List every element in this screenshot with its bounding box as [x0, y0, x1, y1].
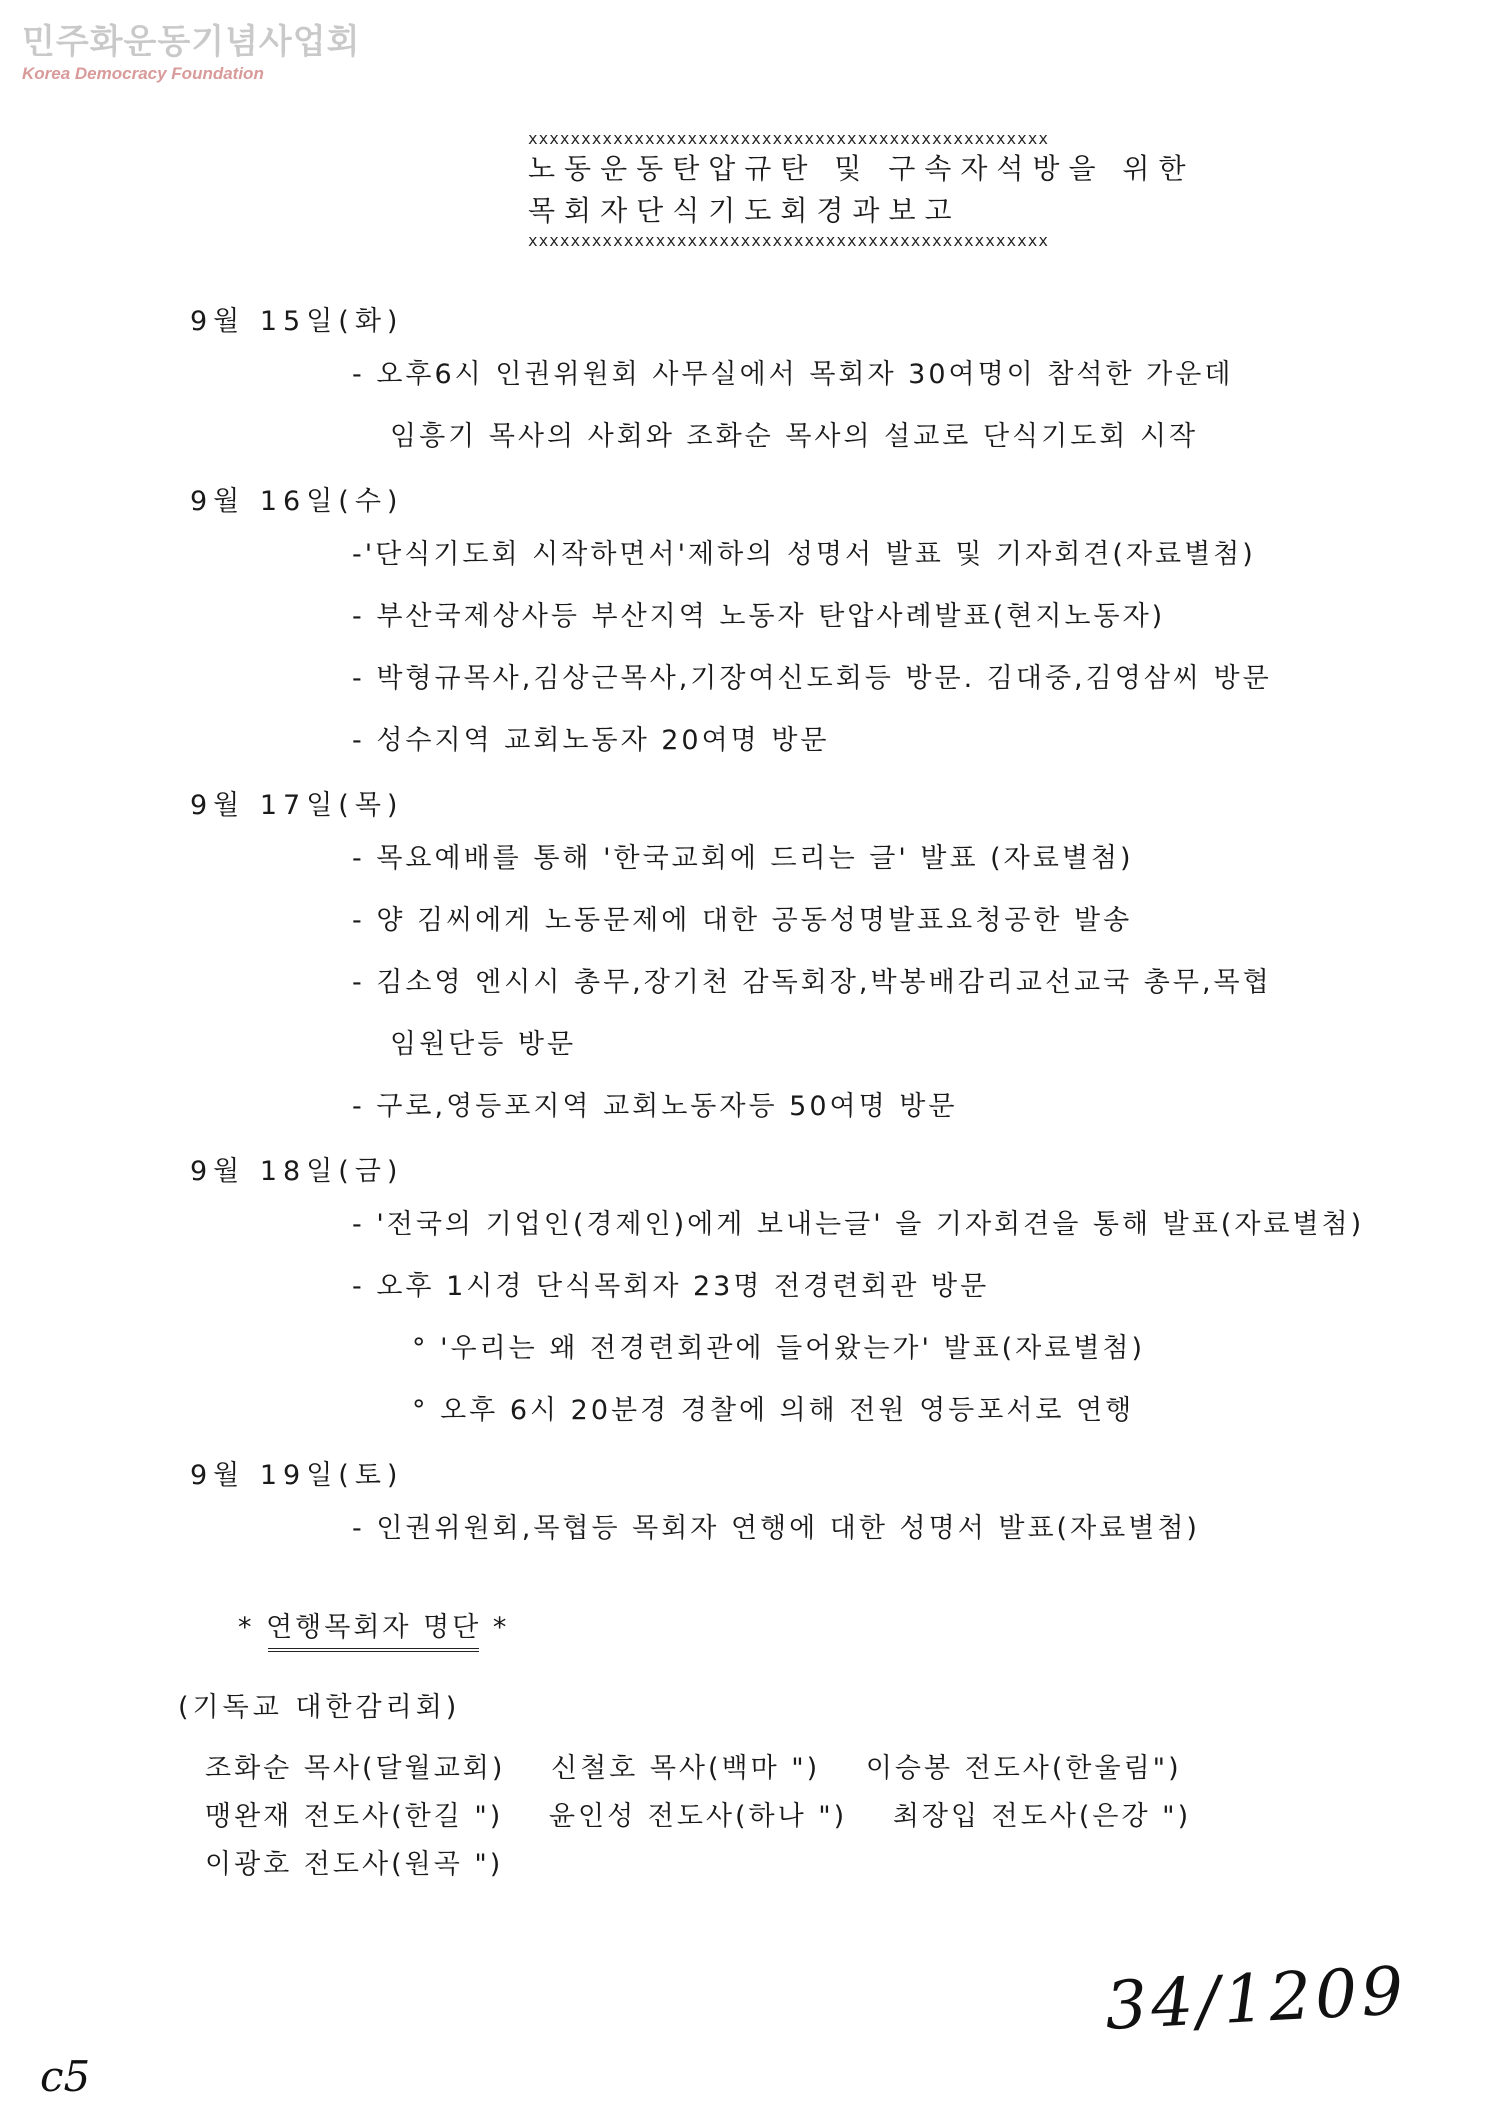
report-item: - 박형규목사,김상근목사,기장여신도회등 방문. 김대중,김영삼씨 방문: [352, 663, 1272, 694]
roster-name: 신철호 목사(백마 "): [550, 1753, 821, 1784]
report-item-continuation: 임흥기 목사의 사회와 조화순 목사의 설교로 단식기도회 시작: [390, 421, 1199, 452]
report-item: - 부산국제상사등 부산지역 노동자 탄압사례발표(현지노동자): [352, 601, 1166, 632]
archive-number-handwritten: 34/1209: [1103, 1952, 1409, 2045]
day-date: 9월 18일(금): [190, 1156, 404, 1187]
document-title-block: [528, 130, 1195, 250]
day-date: 9월 17일(목): [190, 790, 404, 821]
report-item-continuation: 임원단등 방문: [390, 1029, 577, 1060]
title-border-bottom: xxxxxxxxxxxxxxxxxxxxxxxxxxxxxxxxxxxxxxxxxxxxxxxxx: [528, 232, 1050, 250]
roster-name: 윤인성 전도사(하나 "): [548, 1801, 848, 1832]
report-item: - 인권위원회,목협등 목회자 연행에 대한 성명서 발표(자료별첨): [352, 1513, 1200, 1544]
day-heading: [190, 1150, 1485, 1194]
roster-names: [205, 1745, 1225, 1889]
roster-name: 이광호 전도사(원곡 "): [205, 1849, 504, 1880]
day-heading: [190, 784, 1485, 828]
report-item: - '전국의 기업인(경제인)에게 보내는글' 을 기자회견을 통해 발표(자료별첨): [352, 1209, 1365, 1240]
watermark: [22, 22, 360, 84]
roster-heading: [238, 1605, 509, 1644]
roster-name: 이승봉 전도사(한울림"): [865, 1753, 1182, 1784]
watermark-korean: 민주화운동기념사업회: [22, 22, 361, 62]
roster-heading-text: * 연행목회자 명단 *: [238, 1612, 510, 1643]
report-item: - 성수지역 교회노동자 20여명 방문: [352, 725, 830, 756]
day-heading: [190, 1454, 1485, 1498]
title-line-1: 노동운동탄압규탄 및 구속자석방을 위한: [528, 152, 1195, 185]
day-date: 9월 15일(화): [190, 306, 404, 337]
day-date: 9월 16일(수): [190, 486, 404, 517]
roster-name: 최장입 전도사(은강 "): [892, 1801, 1192, 1832]
day-heading: [190, 480, 1485, 524]
report-item: - 목요예배를 통해 '한국교회에 드리는 글' 발표 (자료별첨): [352, 843, 1134, 874]
roster-row: [205, 1793, 1225, 1841]
report-body: [0, 300, 1485, 1560]
roster-organization: (기독교 대한감리회): [178, 1692, 461, 1723]
report-item: - 오후 1시경 단식목회자 23명 전경련회관 방문: [352, 1271, 990, 1302]
report-item: -'단식기도회 시작하면서'제하의 성명서 발표 및 기자회견(자료별첨): [352, 539, 1256, 570]
day-heading: [190, 300, 1485, 344]
report-item: - 구로,영등포지역 교회노동자등 50여명 방문: [352, 1091, 958, 1122]
report-item: - 양 김씨에게 노동문제에 대한 공동성명발표요청공한 발송: [352, 905, 1133, 936]
title-border-top: xxxxxxxxxxxxxxxxxxxxxxxxxxxxxxxxxxxxxxxxxxxxxxxxx: [528, 130, 1050, 148]
title-line-2: 목회자단식기도회경과보고: [528, 194, 961, 227]
roster-heading-underline: [268, 1648, 479, 1652]
day-date: 9월 19일(토): [190, 1460, 404, 1491]
report-item: - 오후6시 인권위원회 사무실에서 목회자 30여명이 참석한 가운데: [352, 359, 1234, 390]
corner-handwritten-mark: c5: [40, 2052, 91, 2101]
report-item: - 김소영 엔시시 총무,장기천 감독회장,박봉배감리교선교국 총무,목협: [352, 967, 1272, 998]
roster-name: 조화순 목사(달월교회): [205, 1753, 506, 1784]
roster-name: 맹완재 전도사(한길 "): [205, 1801, 504, 1832]
report-subitem: ° 오후 6시 20분경 경찰에 의해 전원 영등포서로 연행: [412, 1395, 1135, 1426]
roster-row: [205, 1745, 1225, 1793]
report-subitem: ° '우리는 왜 전경련회관에 들어왔는가' 발표(자료별첨): [412, 1333, 1146, 1364]
watermark-english: Korea Democracy Foundation: [22, 64, 264, 83]
roster-row: [205, 1841, 1225, 1889]
